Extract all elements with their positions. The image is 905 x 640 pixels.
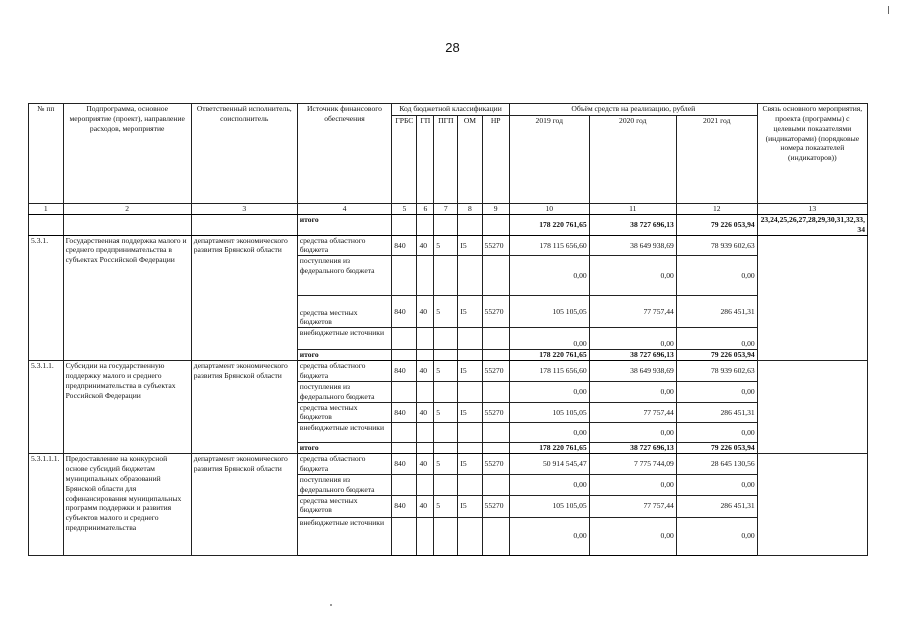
row-number: 5.3.1. (29, 235, 64, 361)
amount-2019: 105 105,05 (509, 495, 589, 517)
col-number: 13 (757, 204, 867, 215)
code-pgp: 5 (434, 235, 458, 256)
table-row (29, 361, 868, 382)
source-label: поступления из федерального бюджета (297, 381, 391, 402)
amount-2021: 79 226 053,94 (676, 350, 757, 361)
empty-cell (482, 350, 509, 361)
source-label: внебюджетные источники (297, 517, 391, 555)
amount-2020: 0,00 (589, 328, 676, 350)
amount-2019: 105 105,05 (509, 296, 589, 328)
amount-2019: 178 220 761,65 (509, 350, 589, 361)
stray-mark (330, 604, 332, 606)
code-pgp: 5 (434, 495, 458, 517)
header-executor: Ответственный исполнитель, соисполнитель (191, 104, 297, 204)
source-label: внебюджетные источники (297, 328, 391, 350)
row-number: 5.3.1.1.1. (29, 454, 64, 555)
empty-cell (392, 517, 417, 555)
total-label: итого (297, 214, 391, 235)
amount-2021: 28 645 130,56 (676, 454, 757, 475)
empty-cell (191, 214, 297, 235)
code-grbs: 840 (392, 454, 417, 475)
col-number: 12 (676, 204, 757, 215)
empty-cell (417, 214, 434, 235)
empty-cell (392, 381, 417, 402)
empty-cell (757, 361, 867, 454)
amount-2021: 286 451,31 (676, 296, 757, 328)
amount-2021: 0,00 (676, 423, 757, 443)
budget-table (28, 103, 868, 556)
header-source: Источник финансового обеспечения (297, 104, 391, 204)
amount-2019: 178 220 761,65 (509, 443, 589, 454)
amount-2019: 0,00 (509, 474, 589, 495)
code-gp: 40 (417, 402, 434, 423)
code-gp: 40 (417, 235, 434, 256)
amount-2020: 0,00 (589, 474, 676, 495)
amount-2019: 105 105,05 (509, 402, 589, 423)
amount-2020: 0,00 (589, 256, 676, 296)
empty-cell (417, 423, 434, 443)
amount-2019: 0,00 (509, 256, 589, 296)
source-label: средства местных бюджетов (297, 495, 391, 517)
code-nr: 55270 (482, 454, 509, 475)
empty-cell (458, 350, 482, 361)
col-number: 2 (63, 204, 191, 215)
code-om: I5 (458, 495, 482, 517)
header-program: Подпрограмма, основное мероприятие (проект), направление расходов, мероприятие (63, 104, 191, 204)
empty-cell (417, 350, 434, 361)
empty-cell (434, 214, 458, 235)
activity-name: Государственная поддержка малого и среднего предпринимательства в субъектах Российской Федерации (63, 235, 191, 361)
empty-cell (434, 256, 458, 296)
code-grbs: 840 (392, 235, 417, 256)
empty-cell (392, 443, 417, 454)
empty-cell (482, 256, 509, 296)
col-number: 6 (417, 204, 434, 215)
code-grbs: 840 (392, 361, 417, 382)
amount-2020: 38 727 696,13 (589, 214, 676, 235)
edge-mark (888, 6, 889, 14)
col-number: 9 (482, 204, 509, 215)
empty-cell (392, 474, 417, 495)
code-om: I5 (458, 235, 482, 256)
total-label: итого (297, 350, 391, 361)
header-row (29, 104, 868, 116)
header-volume: Объём средств на реализацию, рублей (509, 104, 757, 116)
amount-2019: 0,00 (509, 328, 589, 350)
executor-name: департамент экономического развития Брянской области (191, 361, 297, 454)
col-number: 8 (458, 204, 482, 215)
col-number: 4 (297, 204, 391, 215)
empty-cell (392, 350, 417, 361)
col-number: 5 (392, 204, 417, 215)
amount-2020: 77 757,44 (589, 296, 676, 328)
column-number-row (29, 204, 868, 215)
amount-2019: 50 914 545,47 (509, 454, 589, 475)
amount-2020: 0,00 (589, 423, 676, 443)
col-number: 7 (434, 204, 458, 215)
empty-cell (434, 517, 458, 555)
empty-cell (392, 214, 417, 235)
empty-cell (757, 235, 867, 361)
col-number: 10 (509, 204, 589, 215)
header-2020: 2020 год (589, 116, 676, 204)
col-number: 3 (191, 204, 297, 215)
indicator-links: 23,24,25,26,27,28,29,30,31,32,33,34 (757, 214, 867, 235)
empty-cell (482, 423, 509, 443)
total-label: итого (297, 443, 391, 454)
empty-cell (434, 423, 458, 443)
source-label: внебюджетные источники (297, 423, 391, 443)
amount-2021: 78 939 602,63 (676, 361, 757, 382)
code-pgp: 5 (434, 402, 458, 423)
code-nr: 55270 (482, 495, 509, 517)
amount-2020: 38 649 938,69 (589, 235, 676, 256)
amount-2020: 38 727 696,13 (589, 350, 676, 361)
empty-cell (29, 214, 64, 235)
header-gp: ГП (417, 116, 434, 204)
header-pgp: ПГП (434, 116, 458, 204)
amount-2021: 79 226 053,94 (676, 443, 757, 454)
amount-2020: 38 727 696,13 (589, 443, 676, 454)
empty-cell (482, 517, 509, 555)
activity-name: Предоставление на конкурсной основе субсидий бюджетам муниципальных образований Брянской области для софинансирования муниципальных программ поддержки и развития субъектов малого и среднего предпринимательства (63, 454, 191, 555)
amount-2021: 0,00 (676, 474, 757, 495)
source-label: средства местных бюджетов (297, 296, 391, 328)
empty-cell (458, 256, 482, 296)
empty-cell (434, 474, 458, 495)
amount-2019: 178 115 656,60 (509, 235, 589, 256)
amount-2021: 286 451,31 (676, 495, 757, 517)
activity-name: Субсидии на государственную поддержку малого и среднего предпринимательства в субъектах Российской Федерации (63, 361, 191, 454)
amount-2021: 0,00 (676, 256, 757, 296)
lead-total-row (29, 214, 868, 235)
code-nr: 55270 (482, 235, 509, 256)
header-2019: 2019 год (509, 116, 589, 204)
amount-2020: 0,00 (589, 517, 676, 555)
empty-cell (458, 474, 482, 495)
amount-2020: 77 757,44 (589, 402, 676, 423)
empty-cell (417, 443, 434, 454)
empty-cell (458, 381, 482, 402)
header-nr: НР (482, 116, 509, 204)
code-nr: 55270 (482, 402, 509, 423)
empty-cell (434, 381, 458, 402)
empty-cell (417, 328, 434, 350)
empty-cell (417, 474, 434, 495)
code-pgp: 5 (434, 454, 458, 475)
empty-cell (392, 328, 417, 350)
code-gp: 40 (417, 296, 434, 328)
empty-cell (434, 328, 458, 350)
empty-cell (458, 214, 482, 235)
empty-cell (434, 350, 458, 361)
empty-cell (482, 328, 509, 350)
amount-2019: 0,00 (509, 381, 589, 402)
empty-cell (458, 328, 482, 350)
empty-cell (63, 214, 191, 235)
code-om: I5 (458, 454, 482, 475)
empty-cell (417, 256, 434, 296)
amount-2020: 0,00 (589, 381, 676, 402)
row-number: 5.3.1.1. (29, 361, 64, 454)
executor-name: департамент экономического развития Брянской области (191, 235, 297, 361)
empty-cell (458, 443, 482, 454)
source-label: средства областного бюджета (297, 235, 391, 256)
code-grbs: 840 (392, 296, 417, 328)
amount-2020: 38 649 938,69 (589, 361, 676, 382)
amount-2019: 178 115 656,60 (509, 361, 589, 382)
header-link: Связь основного мероприятия, проекта (программы) с целевыми показателями (индикаторами) (порядковые номера показателей (индикаторов)) (757, 104, 867, 204)
amount-2021: 0,00 (676, 328, 757, 350)
code-om: I5 (458, 296, 482, 328)
empty-cell (482, 474, 509, 495)
empty-cell (482, 443, 509, 454)
amount-2020: 7 775 744,09 (589, 454, 676, 475)
source-label: поступления из федерального бюджета (297, 256, 391, 296)
col-number: 1 (29, 204, 64, 215)
amount-2021: 78 939 602,63 (676, 235, 757, 256)
empty-cell (392, 256, 417, 296)
col-number: 11 (589, 204, 676, 215)
empty-cell (417, 381, 434, 402)
code-om: I5 (458, 402, 482, 423)
amount-2019: 178 220 761,65 (509, 214, 589, 235)
empty-cell (458, 423, 482, 443)
source-label: поступления из федерального бюджета (297, 474, 391, 495)
amount-2021: 0,00 (676, 517, 757, 555)
header-om: ОМ (458, 116, 482, 204)
amount-2021: 286 451,31 (676, 402, 757, 423)
source-label: средства местных бюджетов (297, 402, 391, 423)
code-pgp: 5 (434, 361, 458, 382)
source-label: средства областного бюджета (297, 361, 391, 382)
empty-cell (482, 381, 509, 402)
header-budget-code: Код бюджетной классификации (392, 104, 510, 116)
empty-cell (458, 517, 482, 555)
code-grbs: 840 (392, 495, 417, 517)
code-grbs: 840 (392, 402, 417, 423)
empty-cell (482, 214, 509, 235)
empty-cell (392, 423, 417, 443)
header-num: № пп (29, 104, 64, 204)
code-gp: 40 (417, 361, 434, 382)
empty-cell (434, 443, 458, 454)
executor-name: департамент экономического развития Брянской области (191, 454, 297, 555)
code-gp: 40 (417, 495, 434, 517)
code-nr: 55270 (482, 296, 509, 328)
amount-2020: 77 757,44 (589, 495, 676, 517)
source-label: средства областного бюджета (297, 454, 391, 475)
table-row (29, 454, 868, 475)
table-row (29, 235, 868, 256)
amount-2021: 0,00 (676, 381, 757, 402)
empty-cell (757, 454, 867, 555)
header-grbs: ГРБС (392, 116, 417, 204)
code-pgp: 5 (434, 296, 458, 328)
code-gp: 40 (417, 454, 434, 475)
code-om: I5 (458, 361, 482, 382)
code-nr: 55270 (482, 361, 509, 382)
header-2021: 2021 год (676, 116, 757, 204)
page-number: 28 (445, 40, 460, 55)
amount-2021: 79 226 053,94 (676, 214, 757, 235)
amount-2019: 0,00 (509, 423, 589, 443)
empty-cell (417, 517, 434, 555)
amount-2019: 0,00 (509, 517, 589, 555)
